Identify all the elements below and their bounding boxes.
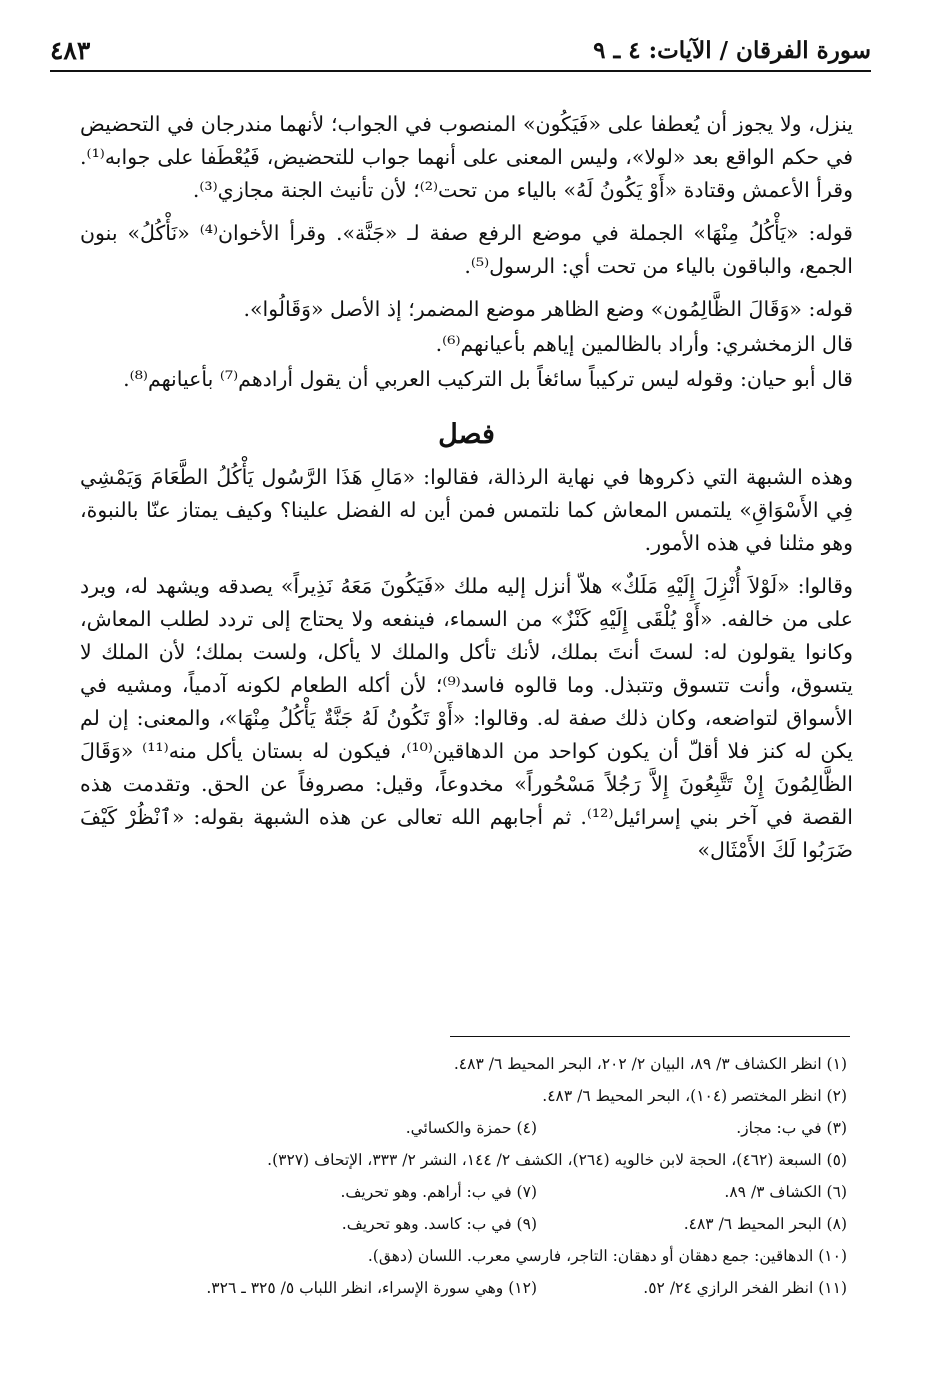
footnote-row	[90, 1208, 847, 1240]
paragraph: قوله: «يَأْكُلُ مِنْهَا» الجملة في موضع الرفع صفة لـ «جَنَّة». وقرأ الأخوان⁽⁴⁾ «نَأْكُلُ» بنون الجمع، والباقون بالياء من تحت أي: الرسول⁽⁵⁾.	[80, 221, 853, 278]
footnote-row	[90, 1176, 847, 1208]
footnote: (٧) في ب: أراهم. وهو تحريف.	[340, 1183, 537, 1201]
main-text	[80, 108, 853, 877]
footnote: (١٢) وهي سورة الإسراء، انظر اللباب ٥/ ٣٢٥ ـ ٣٢٦.	[206, 1279, 537, 1297]
section-heading: فصل	[438, 419, 495, 450]
footnote: (١٠) الدهاقين: جمع دهقان أو دهقان: التاجر، فارسي معرب. اللسان (دهق).	[367, 1247, 847, 1265]
footnote: (٥) السبعة (٤٦٢)، الحجة لابن خالويه (٢٦٤)، الكشف ٢/ ١٤٤، النشر ٢/ ٣٣٣، الإتحاف (٣٢٧).	[267, 1151, 847, 1169]
footnote: (٩) في ب: كاسد. وهو تحريف.	[341, 1215, 537, 1233]
footnote: (٨) البحر المحيط ٦/ ٤٨٣.	[683, 1215, 847, 1233]
footnote-row	[90, 1112, 847, 1144]
footnote: (٣) في ب: مجاز.	[736, 1119, 847, 1137]
page-header	[50, 28, 871, 72]
paragraph: قال الزمخشري: وأراد بالظالمين إياهم بأعيانهم⁽⁶⁾.	[435, 332, 853, 356]
paragraph: ينزل، ولا يجوز أن يُعطفا على «فَيَكُون» المنصوب في الجواب؛ لأنهما مندرجان في التحضيض في حكم الواقع بعد «لولا»، وليس المعنى على أنهما جواب للتحضيض، فَيُعْطَفا على جوابه⁽¹⁾. وقرأ الأعمش وقتادة «أَوْ يَكُونُ لَهُ» بالياء من تحت⁽²⁾؛ لأن تأنيث الجنة مجازي⁽³⁾.	[80, 112, 853, 202]
paragraph: قال أبو حيان: وقوله ليس تركيباً سائغاً بل التركيب العربي أن يقول أرادهم⁽⁷⁾ بأعيانهم⁽⁸⁾.	[123, 367, 853, 391]
footnote: (٤) حمزة والكسائي.	[405, 1119, 537, 1137]
paragraph: وقالوا: «لَوْلاَ أُنْزِلَ إِلَيْهِ مَلَكٌ» هلاّ أنزل إليه ملك «فَيَكُونَ مَعَهُ نَذِيراً» يصدقه ويشهد له، ويرد على من خالفه. «أَوْ يُلْقَى إِلَيْهِ كَنْزٌ» من السماء، فينفعه ولا يحتاج إلى تردد لطلب المعاش، وكانوا يقولون له: لستَ أنتَ بملك، لأنك تأكل والملك لا يأكل، ولست بملك؛ لأن الملك لا يتسوق، وأنت تتسوق وتتبذل. وما قالوه فاسد⁽⁹⁾؛ لأن أكله الطعام لكونه آدمياً، ومشيه في الأسواق لتواضعه، وكان ذلك صفة له. وقالوا: «أَوْ تَكُونُ لَهُ جَنَّةٌ يَأْكُلُ مِنْهَا»، والمعنى: إن لم يكن له كنز فلا أقلّ أن يكون كواحد من الدهاقين⁽¹⁰⁾، فيكون له بستان يأكل منه⁽¹¹⁾ «وَقَالَ الظَّالِمُونَ إِنْ تَتَّبِعُونَ إِلاَّ رَجُلاً مَسْحُوراً» مخدوعاً، وقيل: مصروفاً عن الحق. وتقدمت هذه القصة في آخر بني إسرائيل⁽¹²⁾. ثم أجابهم الله تعالى عن هذه الشبهة بقوله: «ٱنْظُرْ كَيْفَ ضَرَبُوا لَكَ الأَمْثَال»	[80, 574, 854, 862]
footnote: (٦) الكشاف ٣/ ٨٩.	[724, 1183, 847, 1201]
footnote-separator	[450, 1036, 850, 1037]
paragraph: وهذه الشبهة التي ذكروها في نهاية الرذالة، فقالوا: «مَالِ هَذَا الرَّسُول يَأْكُلُ الطَّعَامَ وَيَمْشِي فِي الأَسْوَاقِ» يلتمس المعاش كما نلتمس فمن أين له الفضل علينا؟ وكيف يمتاز عنّا بالنبوة، وهو مثلنا في هذه الأمور.	[80, 465, 853, 555]
page-number: ٤٨٣	[50, 36, 91, 65]
footnotes	[90, 1048, 847, 1304]
paragraph: قوله: «وَقَالَ الظَّالِمُون» وضع الظاهر موضع المضمر؛ إذ الأصل «وَقَالُوا».	[243, 297, 853, 321]
footnote: (٢) انظر المختصر (١٠٤)، البحر المحيط ٦/ ٤٨٣.	[542, 1087, 847, 1105]
footnote: (١١) انظر الفخر الرازي ٢٤/ ٥٢.	[643, 1279, 847, 1297]
running-title: سورة الفرقان / الآيات: ٤ ـ ٩	[593, 37, 871, 64]
footnote-row	[90, 1272, 847, 1304]
footnote: (١) انظر الكشاف ٣/ ٨٩، البيان ٢/ ٢٠٢، البحر المحيط ٦/ ٤٨٣.	[453, 1055, 847, 1073]
